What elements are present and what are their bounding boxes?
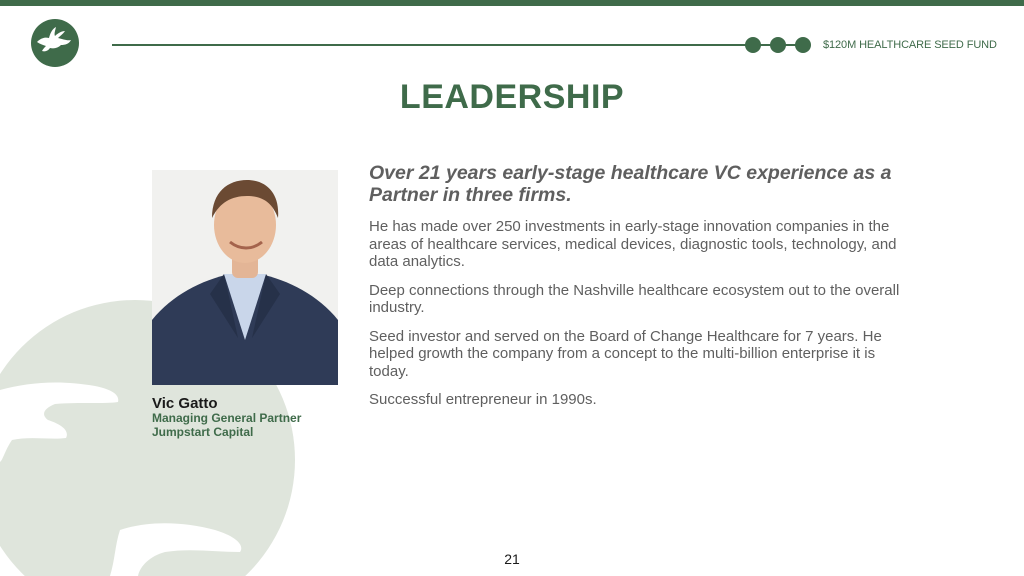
slide-title: LEADERSHIP	[399, 78, 625, 116]
bio-headline: Over 21 years early-stage healthcare VC experience as a Partner in three firms.	[369, 162, 892, 206]
bio-section	[369, 162, 909, 420]
progress-dot	[745, 37, 761, 53]
progress-dot	[795, 37, 811, 53]
person-company: Jumpstart Capital	[152, 425, 254, 439]
bio-paragraph: Successful entrepreneur in 1990s.	[369, 391, 597, 408]
page-number: 21	[504, 551, 520, 567]
bio-paragraph: He has made over 250 investments in early-stage innovation companies in the areas of healthcare services, medical devices, diagnostic tools, technology, and data analytics.	[369, 218, 897, 270]
portrait-illustration	[152, 170, 338, 385]
header-rule	[112, 44, 750, 46]
person-photo	[152, 170, 338, 385]
person-role: Managing General Partner	[152, 411, 302, 425]
fund-label: $120M HEALTHCARE SEED FUND	[823, 39, 997, 51]
bio-paragraph: Seed investor and served on the Board of Change Healthcare for 7 years. He helped growth the company from a concept to the multi-billion enterprise it is today.	[369, 327, 882, 380]
person-name: Vic Gatto	[152, 395, 218, 412]
progress-dot	[770, 37, 786, 53]
bio-paragraph: Deep connections through the Nashville healthcare ecosystem out to the overall industry.	[369, 281, 900, 316]
hare-logo-icon	[30, 18, 80, 68]
top-accent-bar	[0, 0, 1024, 6]
